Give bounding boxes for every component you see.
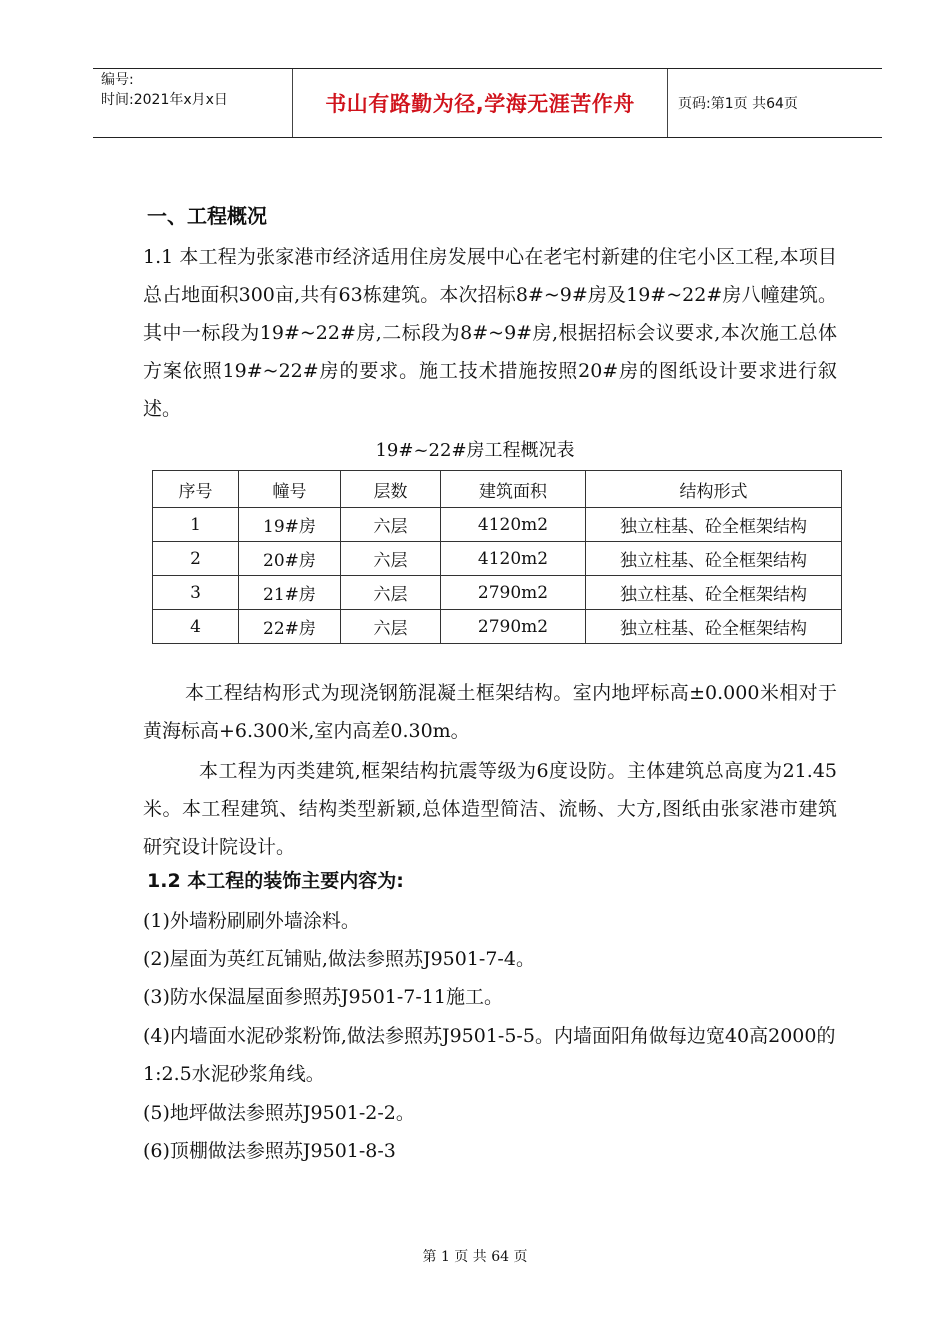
- table-cell: 独立柱基、砼全框架结构: [586, 576, 842, 610]
- table-cell: 1: [153, 508, 239, 542]
- table-cell: 独立柱基、砼全框架结构: [586, 610, 842, 644]
- table-header-cell: 幢号: [239, 471, 341, 508]
- header-meta: [93, 69, 293, 137]
- list-item: (1)外墙粉刷刷外墙涂料。: [143, 910, 360, 932]
- table-row: [153, 610, 842, 644]
- table-header-cell: 序号: [153, 471, 239, 508]
- table-caption: 19#~22#房工程概况表: [375, 440, 575, 461]
- time-label: 时间:2021年x月x日: [101, 92, 228, 108]
- table-cell: 六层: [341, 508, 441, 542]
- motto-text: 书山有路勤为径,学海无涯苦作舟: [325, 92, 635, 116]
- paragraph-overview-text: 1.1 本工程为张家港市经济适用住房发展中心在老宅村新建的住宅小区工程,本项目总占地面积300亩,共有63栋建筑。本次招标8#~9#房及19#~22#房八幢建筑。其中一标段为19#~22#房,二标段为8#~9#房,根据招标会议要求,本次施工总体方案依照19#~22#房的要求。施工技术措施按照20#房的图纸设计要求进行叙述。: [143, 246, 837, 420]
- table-cell: 4120m2: [441, 542, 586, 576]
- page-header: [93, 68, 882, 138]
- table-cell: 22#房: [239, 610, 341, 644]
- table-cell: 六层: [341, 542, 441, 576]
- paragraph-seismic: 本工程为丙类建筑,框架结构抗震等级为6度设防。主体建筑总高度为21.45米。本工程建筑、结构类型新颖,总体造型简洁、流畅、大方,图纸由张家港市建筑研究设计院设计。: [143, 760, 837, 858]
- table-cell: 独立柱基、砼全框架结构: [586, 508, 842, 542]
- table-row: [153, 508, 842, 542]
- code-label: 编号:: [101, 72, 134, 88]
- table-cell: 2: [153, 542, 239, 576]
- table-header-cell: 结构形式: [586, 471, 842, 508]
- table-cell: 21#房: [239, 576, 341, 610]
- table-header-cell: 建筑面积: [441, 471, 586, 508]
- table-header-row: [153, 471, 842, 508]
- subsection-title: 1.2 本工程的装饰主要内容为:: [147, 870, 404, 892]
- header-motto: [293, 69, 668, 137]
- table-cell: 4: [153, 610, 239, 644]
- table-cell: 4120m2: [441, 508, 586, 542]
- table-cell: 独立柱基、砼全框架结构: [586, 542, 842, 576]
- paragraph-structure: 本工程结构形式为现浇钢筋混凝土框架结构。室内地坪标高±0.000米相对于黄海标高+6.300米,室内高差0.30m。: [143, 682, 837, 742]
- list-item: (5)地坪做法参照苏J9501-2-2。: [143, 1102, 415, 1124]
- table-cell: 六层: [341, 576, 441, 610]
- table-cell: 3: [153, 576, 239, 610]
- page-label: 页码:第1页 共64页: [678, 96, 798, 112]
- table-row: [153, 576, 842, 610]
- table-cell: 2790m2: [441, 610, 586, 644]
- section-title: 一、工程概况: [147, 204, 267, 228]
- table-cell: 2790m2: [441, 576, 586, 610]
- table-cell: 19#房: [239, 508, 341, 542]
- overview-table: [152, 470, 842, 644]
- table-header-cell: 层数: [341, 471, 441, 508]
- page-footer: 第 1 页 共 64 页: [422, 1249, 528, 1265]
- list-item: (3)防水保温屋面参照苏J9501-7-11施工。: [143, 986, 503, 1008]
- table-row: [153, 542, 842, 576]
- table-cell: 六层: [341, 610, 441, 644]
- paragraph-overview: [143, 238, 837, 428]
- list-item: (4)内墙面水泥砂浆粉饰,做法参照苏J9501-5-5。内墙面阳角做每边宽40高2000的1:2.5水泥砂浆角线。: [143, 1025, 836, 1085]
- list-item: (2)屋面为英红瓦铺贴,做法参照苏J9501-7-4。: [143, 948, 535, 970]
- list-item: (6)顶棚做法参照苏J9501-8-3: [143, 1140, 396, 1162]
- table-cell: 20#房: [239, 542, 341, 576]
- header-page: [668, 69, 882, 137]
